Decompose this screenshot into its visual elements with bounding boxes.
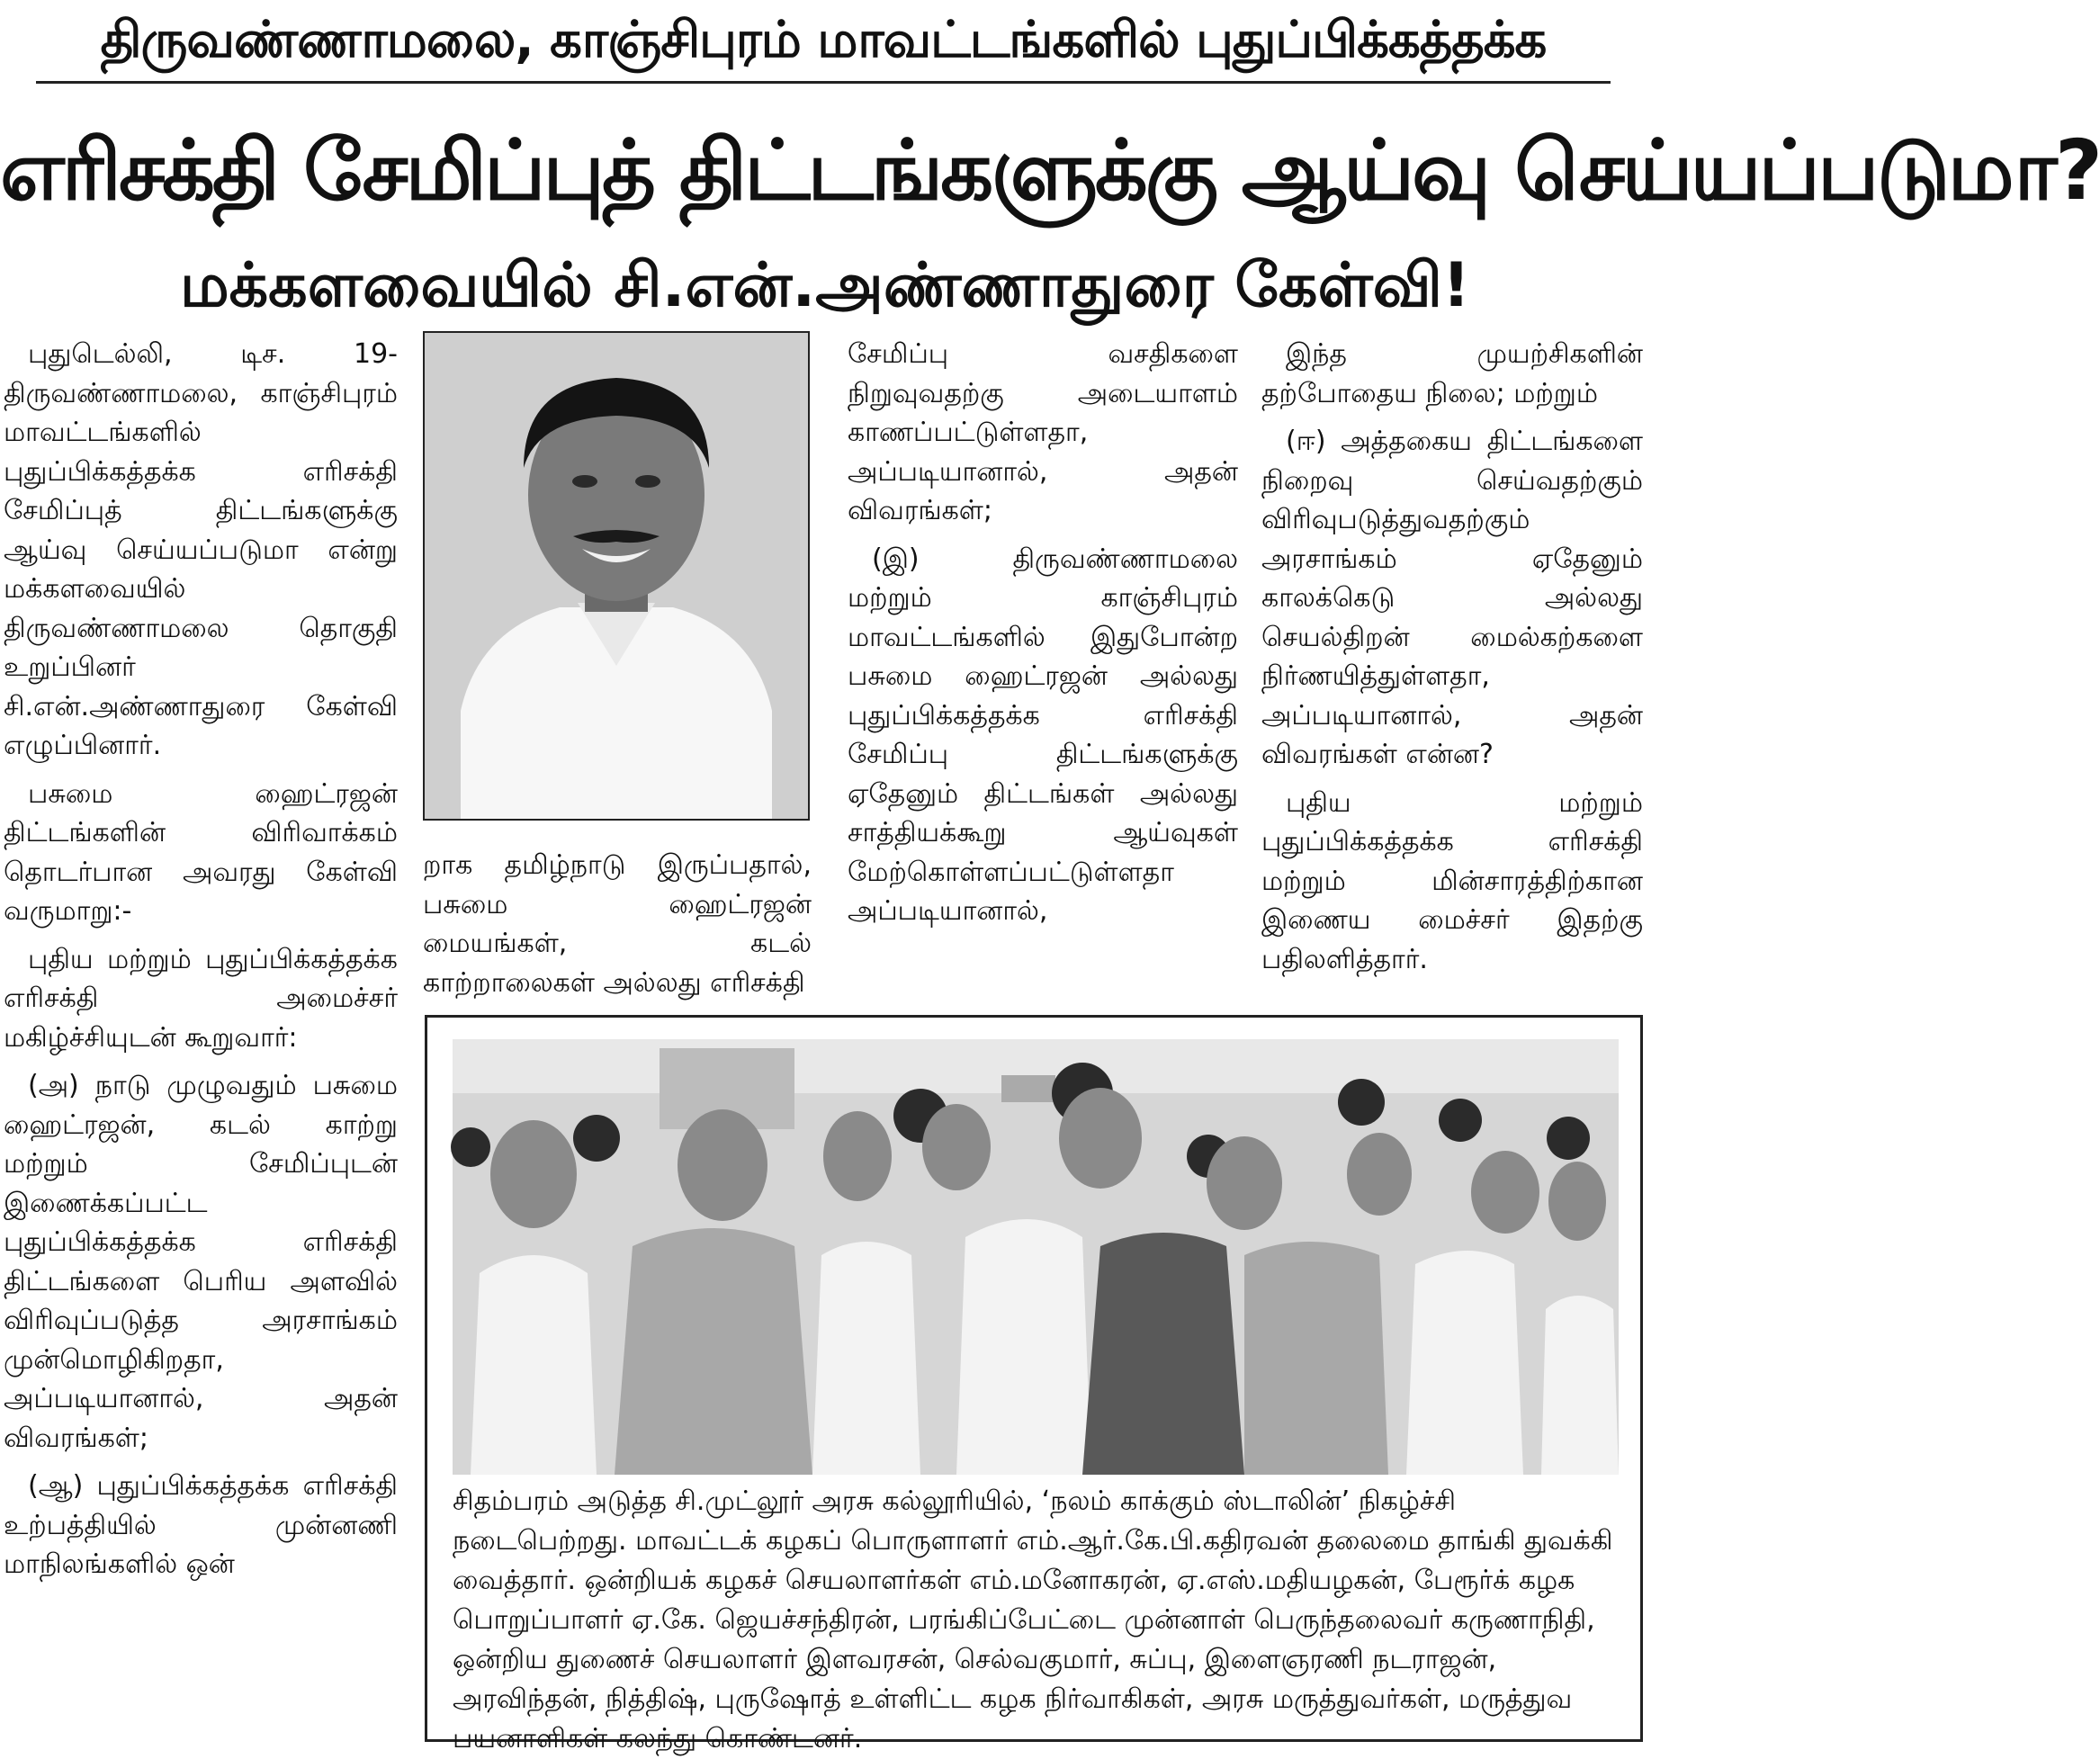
group-photo	[453, 1039, 1619, 1475]
paragraph: றாக தமிழ்நாடு இருப்பதால், பசுமை ஹைட்ரஜன் மையங்கள், கடல் காற்றாலைகள் அல்லது எரிசக்தி	[423, 849, 812, 999]
paragraph: புதிய மற்றும் புதுப்பிக்கத்தக்க எரிசக்தி அமைச்சர் மகிழ்ச்சியுடன் கூறுவார்:	[4, 943, 398, 1054]
portrait-illustration	[425, 333, 808, 819]
article-column-3	[848, 335, 1238, 940]
sub-headline: மக்களவையில் சி.என்.அண்ணாதுரை கேள்வி!	[179, 250, 1471, 321]
article-column-2	[423, 846, 812, 1011]
group-photo-illustration	[453, 1039, 1619, 1475]
article-column-4	[1261, 335, 1643, 988]
main-headline: எரிசக்தி சேமிப்புத் திட்டங்களுக்கு ஆய்வு செய்யப்படுமா?	[0, 122, 2100, 219]
paragraph: (ஆ) புதுப்பிக்கத்தக்க எரிசக்தி உற்பத்தியில் முன்னணி மாநிலங்களில் ஒன்	[4, 1470, 398, 1580]
paragraph: புதிய மற்றும் புதுப்பிக்கத்தக்க எரிசக்தி மற்றும் மின்சாரத்திற்கான இணைய மைச்சர் இதற்கு பதிலளித்தார்.	[1261, 786, 1643, 975]
kicker-headline: திருவண்ணாமலை, காஞ்சிபுரம் மாவட்டங்களில் புதுப்பிக்கத்தக்க	[36, 4, 1611, 84]
paragraph: இந்த முயற்சிகளின் தற்போதைய நிலை; மற்றும்	[1261, 338, 1643, 409]
paragraph: புதுடெல்லி, டிச. 19- திருவண்ணாமலை, காஞ்சிபுரம் மாவட்டங்களில் புதுப்பிக்கத்தக்க எரிசக்தி சேமிப்புத் திட்டங்களுக்கு ஆய்வு செய்யப்படுமா என்று மக்களவையில் திருவண்ணாமலை தொகுதி உறுப்பினர் சி.என்.அண்ணாதுரை கேள்வி எழுப்பினார்.	[4, 338, 398, 761]
article-column-1	[4, 335, 398, 1593]
paragraph: (இ) திருவண்ணாமலை மற்றும் காஞ்சிபுரம் மாவட்டங்களில் இதுபோன்ற பசுமை ஹைட்ரஜன் அல்லது புதுப்பிக்கத்தக்க எரிசக்தி சேமிப்பு திட்டங்களுக்கு ஏதேனும் திட்டங்கள் அல்லது சாத்தியக்கூறு ஆய்வுகள் மேற்கொள்ளப்பட்டுள்ளதா அப்படியானால்,	[848, 543, 1238, 927]
portrait-photo	[423, 331, 810, 821]
paragraph: பசுமை ஹைட்ரஜன் திட்டங்களின் விரிவாக்கம் தொடர்பான அவரது கேள்வி வருமாறு:-	[4, 777, 398, 927]
paragraph: (ஈ) அத்தகைய திட்டங்களை நிறைவு செய்வதற்கும் விரிவுபடுத்துவதற்கும் அரசாங்கம் ஏதேனும் காலக்கெடு அல்லது செயல்திறன் மைல்கற்களை நிர்ணயித்துள்ளதா, அப்படியானால், அதன் விவரங்கள் என்ன?	[1261, 426, 1643, 770]
paragraph: (அ) நாடு முழுவதும் பசுமை ஹைட்ரஜன், கடல் காற்று மற்றும் சேமிப்புடன் இணைக்கப்பட்ட புதுப்பிக்கத்தக்க எரிசக்தி திட்டங்களை பெரிய அளவில் விரிவுப்படுத்த அரசாங்கம் முன்மொழிகிறதா, அப்படியானால், அதன் விவரங்கள்;	[4, 1070, 398, 1454]
photo-news-box	[425, 1015, 1643, 1755]
paragraph: சேமிப்பு வசதிகளை நிறுவுவதற்கு அடையாளம் காணப்பட்டுள்ளதா, அப்படியானால், அதன் விவரங்கள்;	[848, 338, 1238, 526]
photo-caption: சிதம்பரம் அடுத்த சி.முட்லூர் அரசு கல்லூரியில், ‘நலம் காக்கும் ஸ்டாலின்’ நிகழ்ச்சி நடைபெற்றது. மாவட்டக் கழகப் பொருளாளர் எம்.ஆர்.கே.பி.கதிரவன் தலைமை தாங்கி துவக்கி வைத்தார். ஒன்றியக் கழகச் செயலாளர்கள் எம்.மனோகரன், ஏ.எஸ்.மதியழகன், பேரூர்க் கழக பொறுப்பாளர் ஏ.கே. ஜெயச்சந்திரன், பரங்கிப்பேட்டை முன்னாள் பெருந்தலைவர் கருணாநிதி, ஒன்றிய துணைச் செயலாளர் இளவரசன், செல்வகுமார், சுப்பு, இளைஞரணி நடராஜன், அரவிந்தன், நித்திஷ், புருஷோத் உள்ளிட்ட கழக நிர்வாகிகள், அரசு மருத்துவர்கள், மருத்துவ பயனாளிகள் கலந்து கொண்டனர்.	[453, 1485, 1613, 1755]
